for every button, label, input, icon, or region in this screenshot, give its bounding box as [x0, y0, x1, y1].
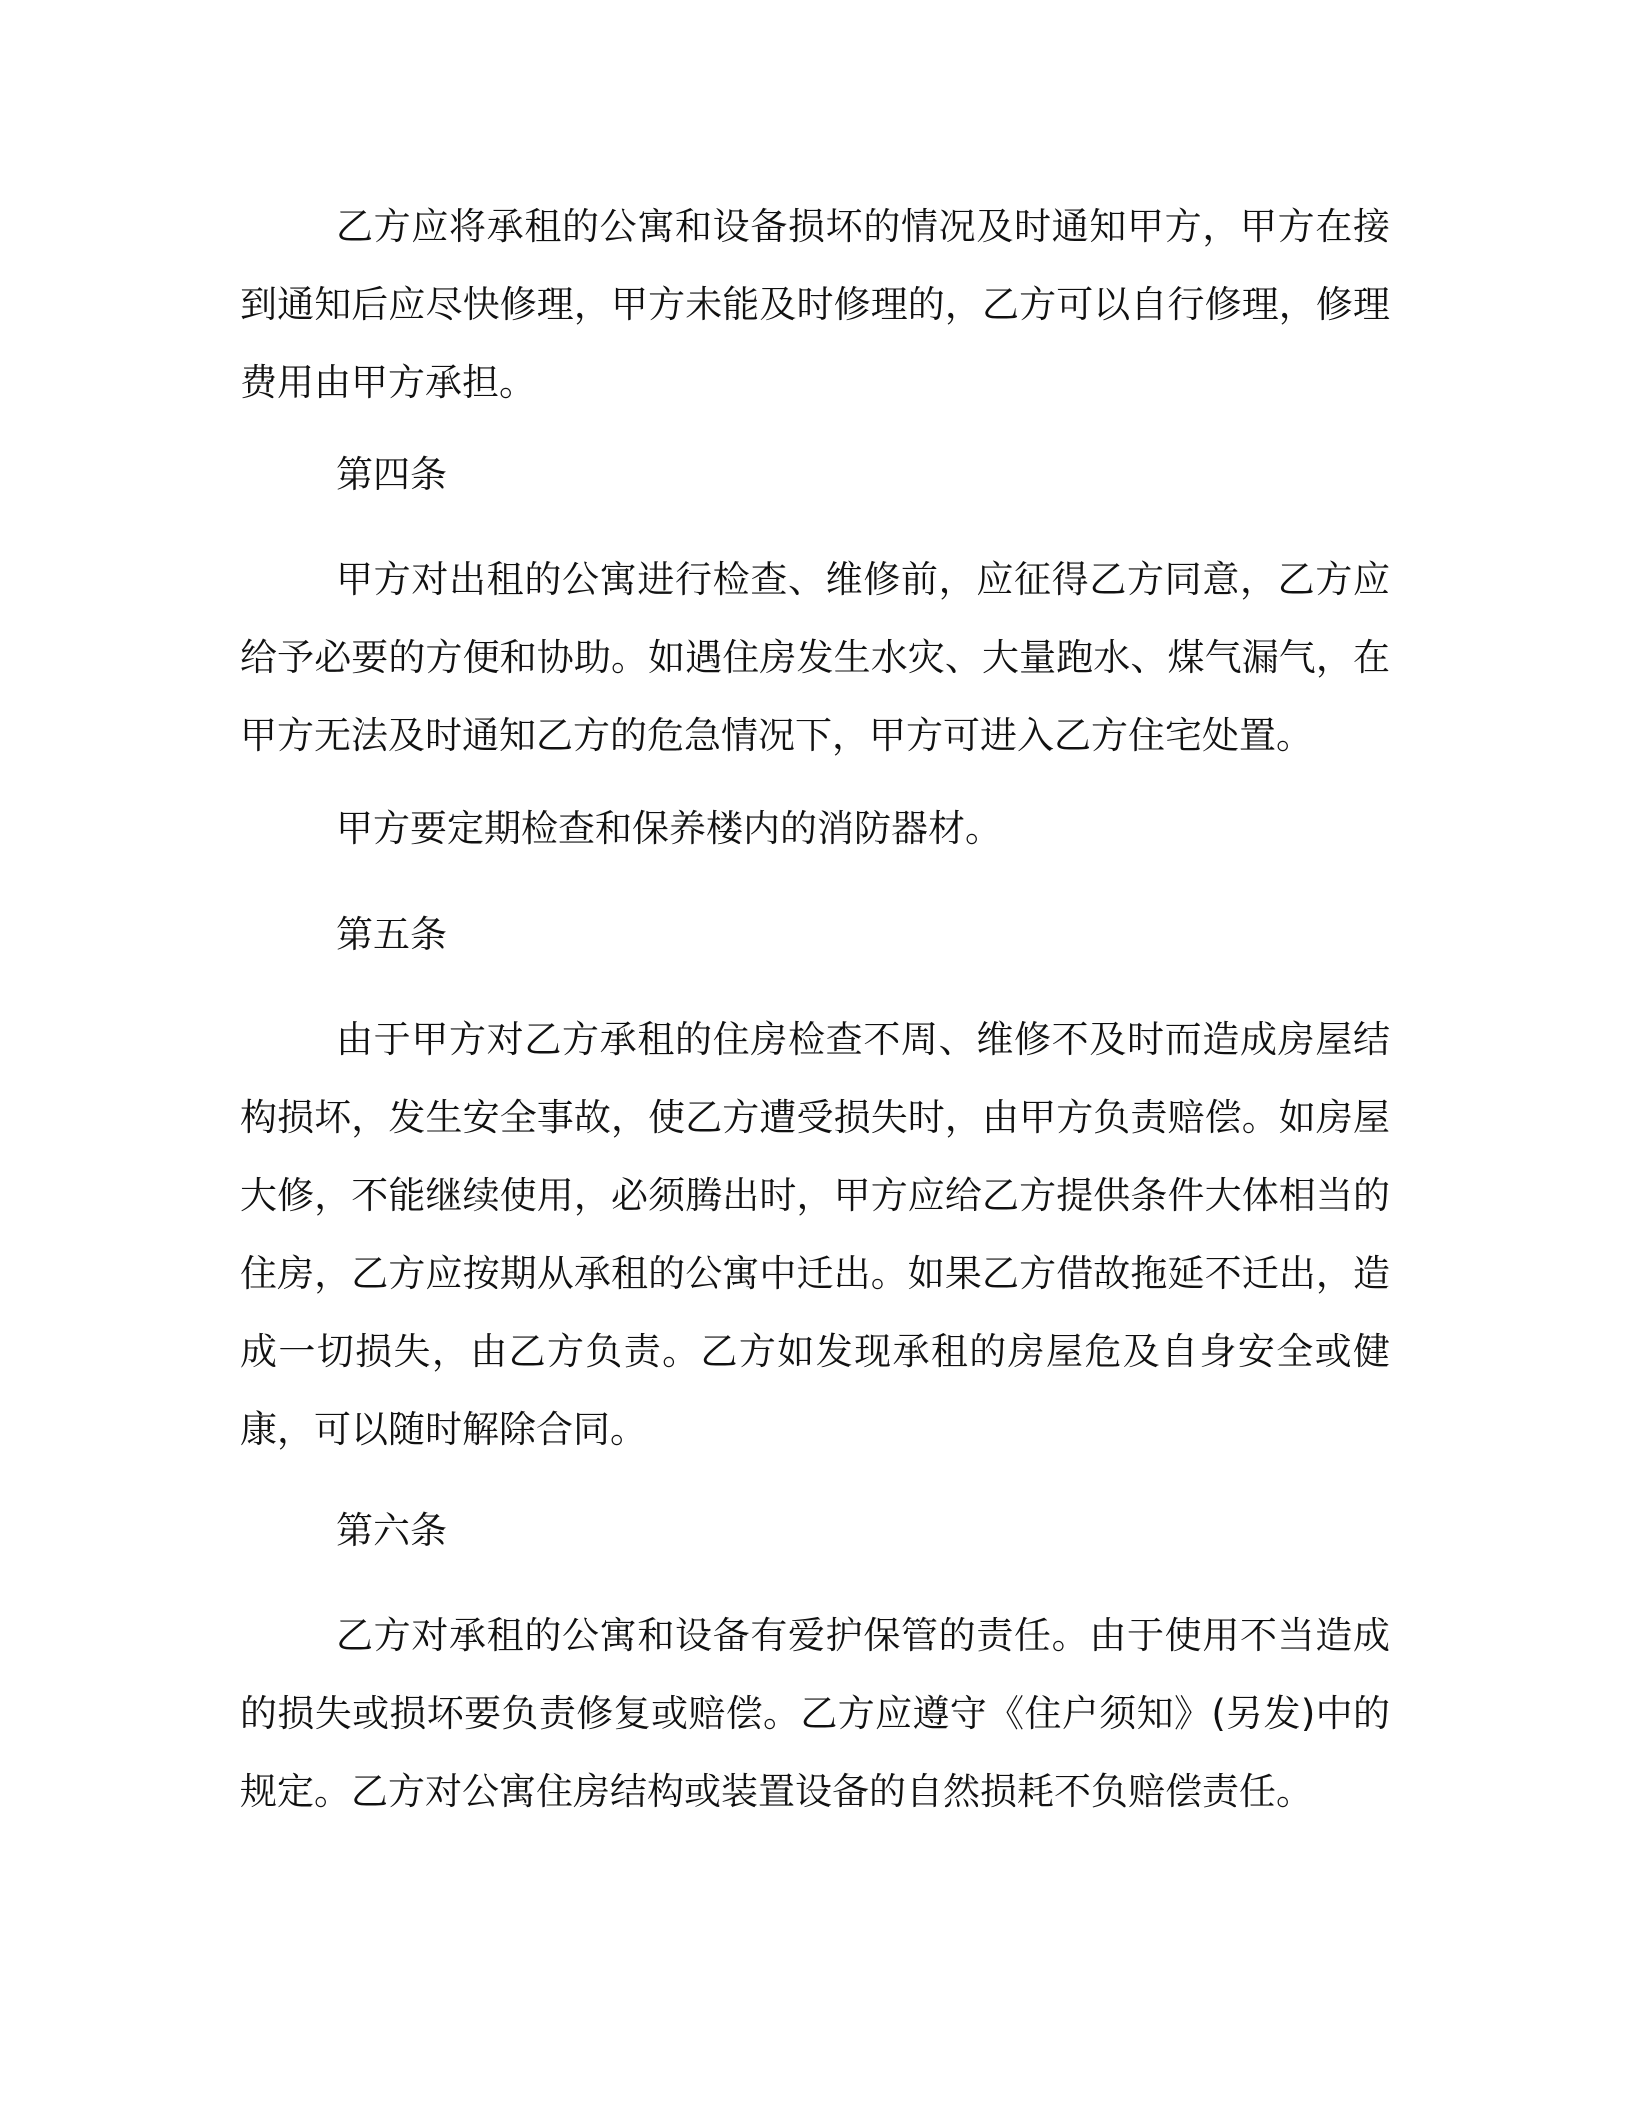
paragraph-fire-equipment — [240, 790, 1390, 868]
paragraph-text: 乙方对承租的公寓和设备有爱护保管的责任。由于使用不当造成的损失或损坏要负责修复或赔偿。乙方应遵守《住户须知》(另发)中的规定。乙方对公寓住房结构或装置设备的自然损耗不负赔偿责任。 — [240, 1614, 1390, 1813]
article-heading-text: 第五条 — [336, 913, 447, 956]
paragraph-text: 由于甲方对乙方承租的住房检查不周、维修不及时而造成房屋结构损坏，发生安全事故，使乙方遭受损失时，由甲方负责赔偿。如房屋大修，不能继续使用，必须腾出时，甲方应给乙方提供条件大体相当的住房，乙方应按期从承租的公寓中迁出。如果乙方借故拖延不迁出，造成一切损失，由乙方负责。乙方如发现承租的房屋危及自身安全或健康，可以随时解除合同。 — [240, 1018, 1390, 1451]
paragraph-text: 甲方对出租的公寓进行检查、维修前，应征得乙方同意，乙方应给予必要的方便和协助。如遇住房发生水灾、大量跑水、煤气漏气，在甲方无法及时通知乙方的危急情况下，甲方可进入乙方住宅处置。 — [240, 558, 1390, 757]
article-heading-4 — [240, 436, 1390, 514]
paragraph-text: 乙方应将承租的公寓和设备损坏的情况及时通知甲方，甲方在接到通知后应尽快修理，甲方未能及时修理的，乙方可以自行修理，修理费用由甲方承担。 — [240, 205, 1390, 404]
paragraph-damage-liability — [240, 1001, 1390, 1469]
article-heading-5 — [240, 896, 1390, 974]
article-heading-6 — [240, 1492, 1390, 1570]
paragraph-text: 甲方要定期检查和保养楼内的消防器材。 — [336, 807, 1002, 850]
paragraph-repair-notice — [240, 188, 1390, 422]
paragraph-tenant-care — [240, 1597, 1390, 1831]
article-heading-text: 第四条 — [336, 453, 447, 496]
article-heading-text: 第六条 — [336, 1509, 447, 1552]
paragraph-inspection — [240, 541, 1390, 775]
